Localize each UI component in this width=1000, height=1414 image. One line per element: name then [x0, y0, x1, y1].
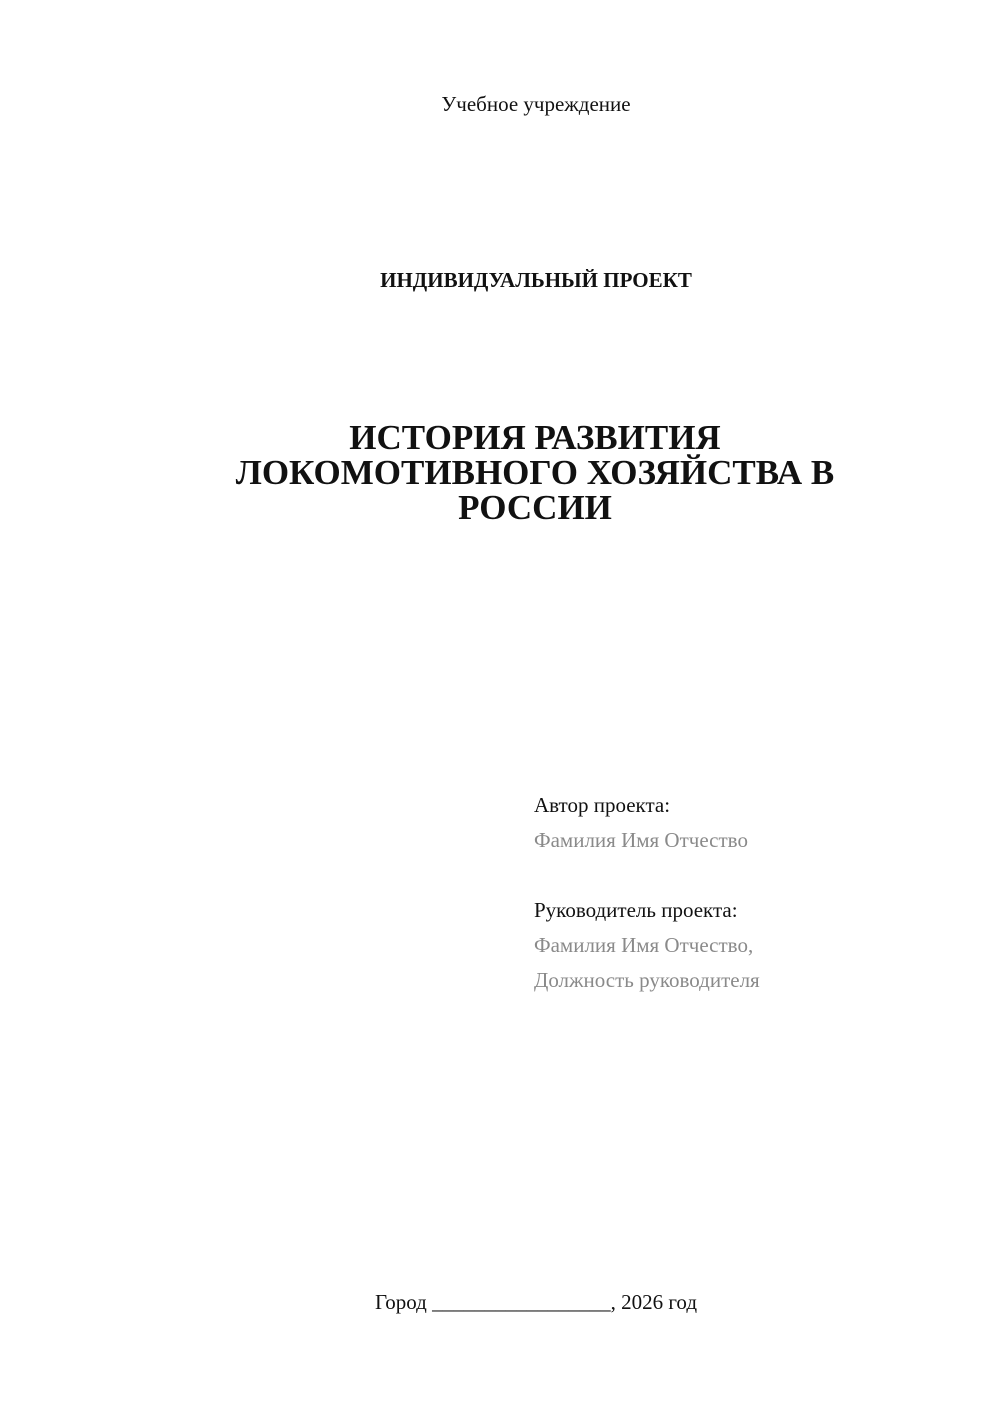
author-name: Фамилия Имя Отчество [534, 828, 748, 852]
document-type: ИНДИВИДУАЛЬНЫЙ ПРОЕКТ [380, 268, 692, 292]
credits-block [534, 788, 974, 998]
supervisor-name: Фамилия Имя Отчество, [534, 933, 754, 957]
institution-name: Учебное учреждение [441, 92, 631, 116]
supervisor-position: Должность руководителя [534, 968, 760, 992]
supervisor-label: Руководитель проекта: [534, 898, 738, 922]
project-title-line-1: ИСТОРИЯ РАЗВИТИЯ [349, 418, 721, 457]
project-title-line-3: РОССИИ [458, 488, 612, 527]
credits-spacer [534, 858, 974, 893]
project-title [170, 420, 900, 525]
city-year-line [0, 1290, 1000, 1315]
year-text: , 2026 год [610, 1290, 698, 1314]
city-blank: _________________ [432, 1290, 611, 1314]
city-label: Город [374, 1290, 427, 1314]
author-label: Автор проекта: [534, 793, 671, 817]
project-title-line-2: ЛОКОМОТИВНОГО ХОЗЯЙСТВА В [235, 453, 835, 492]
